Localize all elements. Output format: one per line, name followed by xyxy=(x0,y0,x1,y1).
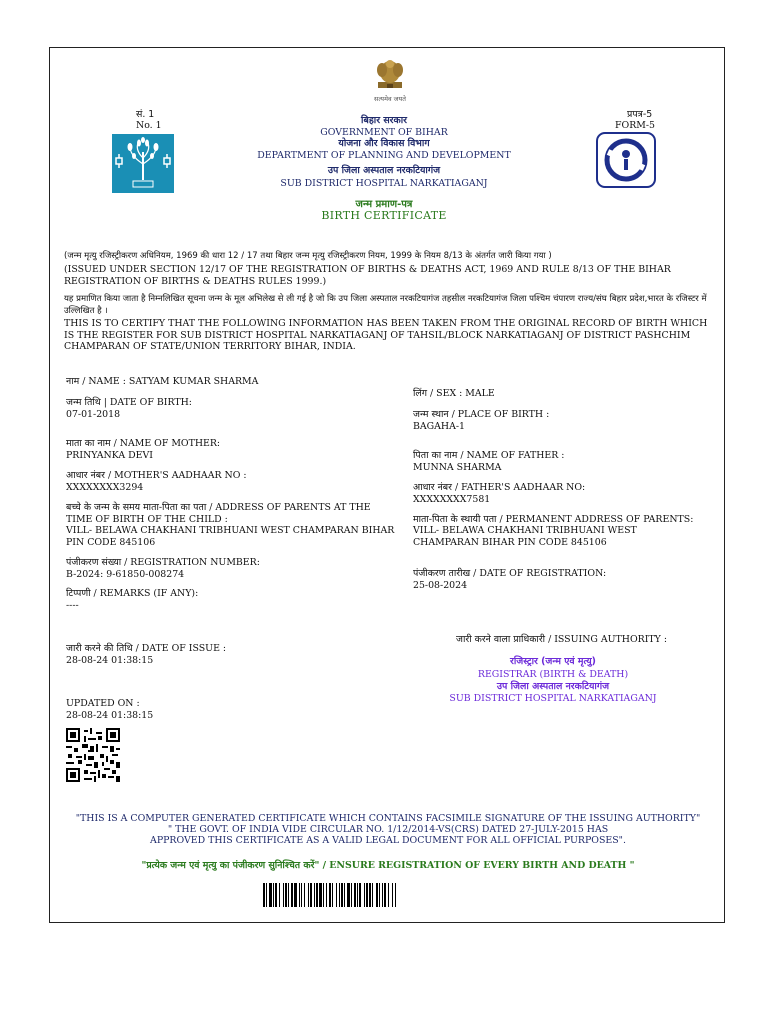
registration-number-value: B-2024: 9-61850-008274 xyxy=(66,569,185,580)
dob-value: 07-01-2018 xyxy=(66,409,121,420)
address-at-birth-value: VILL- BELAWA CHAKHANI TRIBHUANI WEST CHAMPARAN BIHAR PIN CODE 845106 xyxy=(66,525,395,548)
father-aadhaar-label: आधार नंबर / FATHER'S AADHAAR NO: xyxy=(413,482,586,493)
number-english: No. 1 xyxy=(136,120,162,131)
hospital-hindi: उप जिला अस्पताल नरकटियागंज xyxy=(327,165,441,176)
registration-date-label: पंजीकरण तारीख / DATE OF REGISTRATION: xyxy=(413,568,607,579)
updated-on-label: UPDATED ON : xyxy=(66,698,140,709)
slogan xyxy=(60,860,716,872)
permanent-address-value: VILL- BELAWA CHAKHANI TRIBHUANI WEST CHAMPARAN BIHAR PIN CODE 845106 xyxy=(413,525,637,548)
address-at-birth-label: बच्चे के जन्म के समय माता-पिता का पता / ADDRESS OF PARENTS AT THE TIME OF BIRTH OF THE CHILD : xyxy=(66,502,371,525)
registrar-hindi: रजिस्ट्रार (जन्म एवं मृत्यु) xyxy=(510,656,596,667)
mother-aadhaar-label: आधार नंबर / MOTHER'S AADHAAR NO : xyxy=(66,470,247,481)
footer-line-3: APPROVED THIS CERTIFICATE AS A VALID LEGAL DOCUMENT FOR ALL OFFICIAL PURPOSES". xyxy=(150,835,626,846)
title-english: BIRTH CERTIFICATE xyxy=(321,209,447,222)
remarks-label: टिप्पणी / REMARKS (IF ANY): xyxy=(66,588,199,599)
form-english: FORM-5 xyxy=(615,120,655,131)
mother-name-value: PRINYANKA DEVI xyxy=(66,450,153,461)
father-name-value: MUNNA SHARMA xyxy=(413,462,502,473)
footer-line-1: "THIS IS A COMPUTER GENERATED CERTIFICATE WHICH CONTAINS FACSIMILE SIGNATURE OF THE ISSUING AUTHORITY" xyxy=(75,813,701,824)
permanent-address-label: माता-पिता के स्थायी पता / PERMANENT ADDRESS OF PARENTS: xyxy=(413,514,694,525)
title-hindi: जन्म प्रमाण-पत्र xyxy=(355,199,413,210)
issued-hindi: (जन्म मृत्यु रजिस्ट्रीकरण अधिनियम, 1969 की धारा 12 / 17 तथा बिहार जन्म मृत्यु रजिस्ट्रीकरण नियम, 1999 के नियम 8/13 के अंतर्गत जारी किया गया ) xyxy=(64,251,552,261)
dept-hindi: योजना और विकास विभाग xyxy=(338,138,430,149)
dob-label: जन्म तिथि | DATE OF BIRTH: xyxy=(66,397,192,408)
remarks-value: ---- xyxy=(66,600,79,611)
mother-name-label: माता का नाम / NAME OF MOTHER: xyxy=(66,438,221,449)
place-of-birth-label: जन्म स्थान / PLACE OF BIRTH : xyxy=(413,409,550,420)
updated-on-value: 28-08-24 01:38:15 xyxy=(66,710,154,721)
form-hindi: प्रपत्र-5 xyxy=(627,109,653,120)
issue-date-label: जारी करने की तिथि / DATE OF ISSUE : xyxy=(66,643,227,654)
authority-hospital-english: SUB DISTRICT HOSPITAL NARKATIAGANJ xyxy=(449,693,657,704)
slogan-hindi: "प्रत्येक जन्म एवं मृत्यु का पंजीकरण सुनिश्चित करें" xyxy=(141,860,320,871)
bihar-tree-logo-icon xyxy=(112,134,174,193)
registration-date-value: 25-08-2024 xyxy=(413,580,468,591)
hospital-english: SUB DISTRICT HOSPITAL NARKATIAGANJ xyxy=(280,178,488,189)
dept-english: DEPARTMENT OF PLANNING AND DEVELOPMENT xyxy=(257,150,511,161)
registrar-english: REGISTRAR (BIRTH & DEATH) xyxy=(477,669,629,680)
place-of-birth-value: BAGAHA-1 xyxy=(413,421,465,432)
slogan-english: / ENSURE REGISTRATION OF EVERY BIRTH AND DEATH " xyxy=(319,860,635,871)
ashoka-emblem-icon xyxy=(370,58,410,94)
mother-aadhaar-value: XXXXXXXX3294 xyxy=(66,482,144,493)
number-hindi: सं. 1 xyxy=(136,109,155,120)
father-aadhaar-value: XXXXXXXX7581 xyxy=(413,494,491,505)
issue-date-value: 28-08-24 01:38:15 xyxy=(66,655,154,666)
emblem-motto: सत्यमेव जयते xyxy=(374,95,406,103)
govt-english: GOVERNMENT OF BIHAR xyxy=(320,127,448,138)
barcode-icon xyxy=(263,883,513,907)
issued-english: (ISSUED UNDER SECTION 12/17 OF THE REGISTRATION OF BIRTHS & DEATHS ACT, 1969 AND RULE 8/13 OF THE BIHAR REGISTRATION OF BIRTHS & DEATHS RULES 1999.) xyxy=(64,264,671,287)
father-name-label: पिता का नाम / NAME OF FATHER : xyxy=(413,450,565,461)
authority-hospital-hindi: उप जिला अस्पताल नरकटियागंज xyxy=(496,681,610,692)
qr-code-icon xyxy=(66,728,120,782)
name-field: नाम / NAME : SATYAM KUMAR SHARMA xyxy=(66,376,259,387)
govt-hindi: बिहार सरकार xyxy=(361,115,407,126)
footer-line-2: " THE GOVT. OF INDIA VIDE CIRCULAR NO. 1/12/2014-VS(CRS) DATED 27-JULY-2015 HAS xyxy=(167,824,609,835)
crs-logo-icon xyxy=(596,132,656,188)
issuing-authority-label: जारी करने वाला प्राधिकारी / ISSUING AUTHORITY : xyxy=(456,634,668,645)
sex-field: लिंग / SEX : MALE xyxy=(413,388,495,399)
registration-number-label: पंजीकरण संख्या / REGISTRATION NUMBER: xyxy=(66,557,260,568)
certify-hindi: यह प्रमाणित किया जाता है निम्नलिखित सूचना जन्म के मूल अभिलेख से ली गई है जो कि उप जिला अस्पताल नरकटियागंज तहसील नरकटियागंज जिला पश्चिम चंपारण राज्य/संघ बिहार प्रदेश,भारत के रजिस्टर में उल्लिखित है । xyxy=(64,294,707,316)
certify-english: THIS IS TO CERTIFY THAT THE FOLLOWING INFORMATION HAS BEEN TAKEN FROM THE ORIGINAL RECORD OF BIRTH WHICH IS THE REGISTER FOR SUB DISTRICT HOSPITAL NARKATIAGANJ OF TAHSIL/BLOCK NARKATIAGANJ OF DISTRICT PASHCHIM CHAMPARAN OF STATE/UNION TERRITORY BIHAR, INDIA. xyxy=(64,318,708,352)
